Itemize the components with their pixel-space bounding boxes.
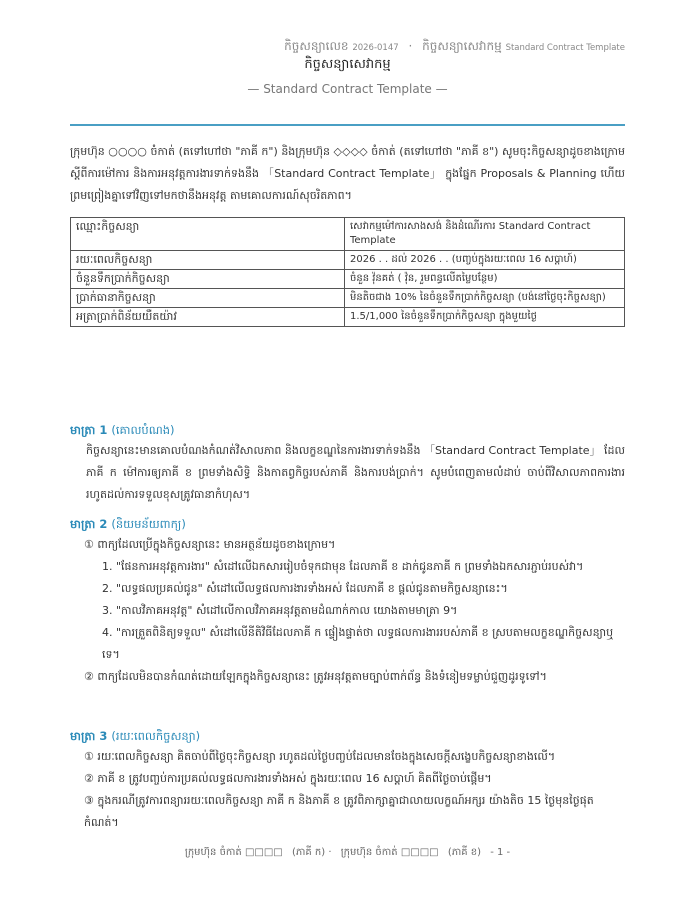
page-footer [0, 845, 695, 860]
table-key: ប្រាក់ធានាកិច្ចសន្យា [71, 289, 345, 308]
article-number: មាត្រា 2 [70, 517, 108, 531]
table-key: ចំនួនទឹកប្រាក់កិច្ចសន្យា [71, 270, 345, 289]
table-value: ចំនួន វ៉ុនគត់ ( វ៉ុន, រួមពន្ធលើតម្លៃបន្ថែម) [345, 270, 625, 289]
running-header [284, 38, 625, 56]
article-number: មាត្រា 3 [70, 729, 108, 743]
intro-paragraph: ក្រុមហ៊ុន ○○○○ ចំកាត់ (តទៅហៅថា "ភាគី ក") និងក្រុមហ៊ុន ◇◇◇◇ ចំកាត់ (តទៅហៅថា "ភាគី ខ") សូមចុះកិច្ចសន្យាដូចខាងក្រោម ស្ដីពីការម៉ៅការ និងការអនុវត្តការងារទាក់ទងនឹង 「Standard Contract Template」 ក្នុងផ្នែក Proposals & Planning ហើយព្រមព្រៀងគ្នាទៅវិញទៅមកថានឹងអនុវត្ត តាមគោលការណ៍សុចរិតភាព។ [70, 145, 625, 202]
clause: ① រយៈពេលកិច្ចសន្យា គិតចាប់ពីថ្ងៃចុះកិច្ចសន្យា រហូតដល់ថ្ងៃបញ្ចប់ដែលមានចែងក្នុងសេចក្ដីសង្ខេបកិច្ចសន្យាខាងលើ។ [84, 750, 556, 763]
header-separator: · [408, 39, 413, 53]
document-title: កិច្ចសន្យាសេវាកម្ម [304, 57, 391, 72]
table-key: អត្រាប្រាក់ពិន័យយឺតយ៉ាវ [71, 308, 345, 327]
page-number: - 1 - [490, 847, 511, 858]
table-row [71, 289, 625, 308]
template-name: Standard Contract Template [505, 43, 625, 53]
table-row [71, 308, 625, 327]
party-b-name: ក្រុមហ៊ុន ចំកាត់ □□□□ [340, 847, 439, 858]
clause: ③ ក្នុងករណីត្រូវការពន្យាររយៈពេលកិច្ចសន្យា ភាគី ក និងភាគី ខ ត្រូវពិភាក្សាគ្នាជាលាយលក្ខណ៍អក្សរ យ៉ាងតិច 15 ថ្ងៃមុនថ្ងៃផុតកំណត់។ [84, 794, 594, 829]
definition-item: 3. "កាលវិភាគអនុវត្ត" សំដៅលើកាលវិភាគអនុវត្តតាមដំណាក់កាល យោងតាមមាត្រា 9។ [102, 604, 458, 617]
party-b-role: (ភាគី ខ) [447, 847, 482, 858]
party-a-role: (ភាគី ក) · [291, 847, 332, 858]
table-key: រយៈពេលកិច្ចសន្យា [71, 251, 345, 270]
article-3 [70, 729, 625, 834]
document-subtitle: — Standard Contract Template — [247, 82, 448, 96]
article-heading [70, 423, 625, 440]
contract-type-label: កិច្ចសន្យាសេវាកម្ម [422, 39, 502, 53]
article-2 [70, 517, 625, 688]
article-number: មាត្រា 1 [70, 423, 108, 437]
article-caption: (និយមន័យពាក្យ) [111, 517, 186, 531]
article-caption: (រយៈពេលកិច្ចសន្យា) [111, 729, 201, 743]
contract-summary-table [70, 217, 625, 327]
contract-no-label: កិច្ចសន្យាលេខ [284, 39, 349, 53]
table-value: មិនតិចជាង 10% នៃចំនួនទឹកប្រាក់កិច្ចសន្យា (បង់នៅថ្ងៃចុះកិច្ចសន្យា) [345, 289, 625, 308]
article-1 [70, 423, 625, 506]
party-a-name: ក្រុមហ៊ុន ចំកាត់ □□□□ [184, 847, 283, 858]
article-heading [70, 517, 625, 534]
article-heading [70, 729, 625, 746]
definition-item: 1. "ផែនការអនុវត្តការងារ" សំដៅលើឯកសាររៀបចំទុកជាមុន ដែលភាគី ខ ដាក់ជូនភាគី ក ព្រមទាំងឯកសារភ្ជាប់របស់វា។ [102, 560, 584, 573]
article-caption: (គោលបំណង) [111, 423, 175, 437]
clause: ① ពាក្យដែលប្រើក្នុងកិច្ចសន្យានេះ មានអត្ថន័យដូចខាងក្រោម។ [84, 538, 336, 551]
definition-item: 4. "ការត្រួតពិនិត្យទទួល" សំដៅលើនីតិវិធីដែលភាគី ក ផ្ទៀងផ្ទាត់ថា លទ្ធផលការងាររបស់ភាគី ខ ស្របតាមលក្ខខណ្ឌកិច្ចសន្យាឬទេ។ [102, 626, 614, 661]
table-value: សេវាកម្មម៉ៅការសាងសង់ និងដំណើរការ Standard Contract Template [345, 218, 625, 251]
contract-no-value: 2026-0147 [352, 43, 399, 53]
table-row [71, 251, 625, 270]
table-row [71, 218, 625, 251]
clause: ② ភាគី ខ ត្រូវបញ្ចប់ការប្រគល់លទ្ធផលការងារទាំងអស់ ក្នុងរយៈពេល 16 សប្ដាហ៍ គិតពីថ្ងៃចាប់ផ្ដើម។ [84, 772, 492, 785]
table-value: 1.5/1,000 នៃចំនួនទឹកប្រាក់កិច្ចសន្យា ក្នុងមួយថ្ងៃ [345, 308, 625, 327]
article-body: កិច្ចសន្យានេះមានគោលបំណងកំណត់វិសាលភាព និងលក្ខខណ្ឌនៃការងារទាក់ទងនឹង 「Standard Contract Template」 ដែលភាគី ក ម៉ៅការឲ្យភាគី ខ ព្រមទាំងសិទ្ធិ និងកាតព្វកិច្ចរបស់ភាគី និងការបង់ប្រាក់។ សូមបំពេញតាមលំដាប់ ចាប់ពីវិសាលភាពការងារ រហូតដល់ការទទួលខុសត្រូវធានាកំហុស។ [86, 444, 626, 501]
table-value: 2026 . . ដល់ 2026 . . (បញ្ចប់ក្នុងរយៈពេល 16 សប្ដាហ៍) [345, 251, 625, 270]
table-row [71, 270, 625, 289]
table-key: ឈ្មោះកិច្ចសន្យា [71, 218, 345, 251]
clause: ② ពាក្យដែលមិនបានកំណត់ដោយឡែកក្នុងកិច្ចសន្យានេះ ត្រូវអនុវត្តតាមច្បាប់ពាក់ព័ន្ធ និងទំនៀមទម្លាប់ជួញដូរទូទៅ។ [84, 670, 547, 683]
definition-item: 2. "លទ្ធផលប្រគល់ជូន" សំដៅលើលទ្ធផលការងារទាំងអស់ ដែលភាគី ខ ផ្ដល់ជូនតាមកិច្ចសន្យានេះ។ [102, 582, 508, 595]
header-rule [70, 124, 625, 126]
